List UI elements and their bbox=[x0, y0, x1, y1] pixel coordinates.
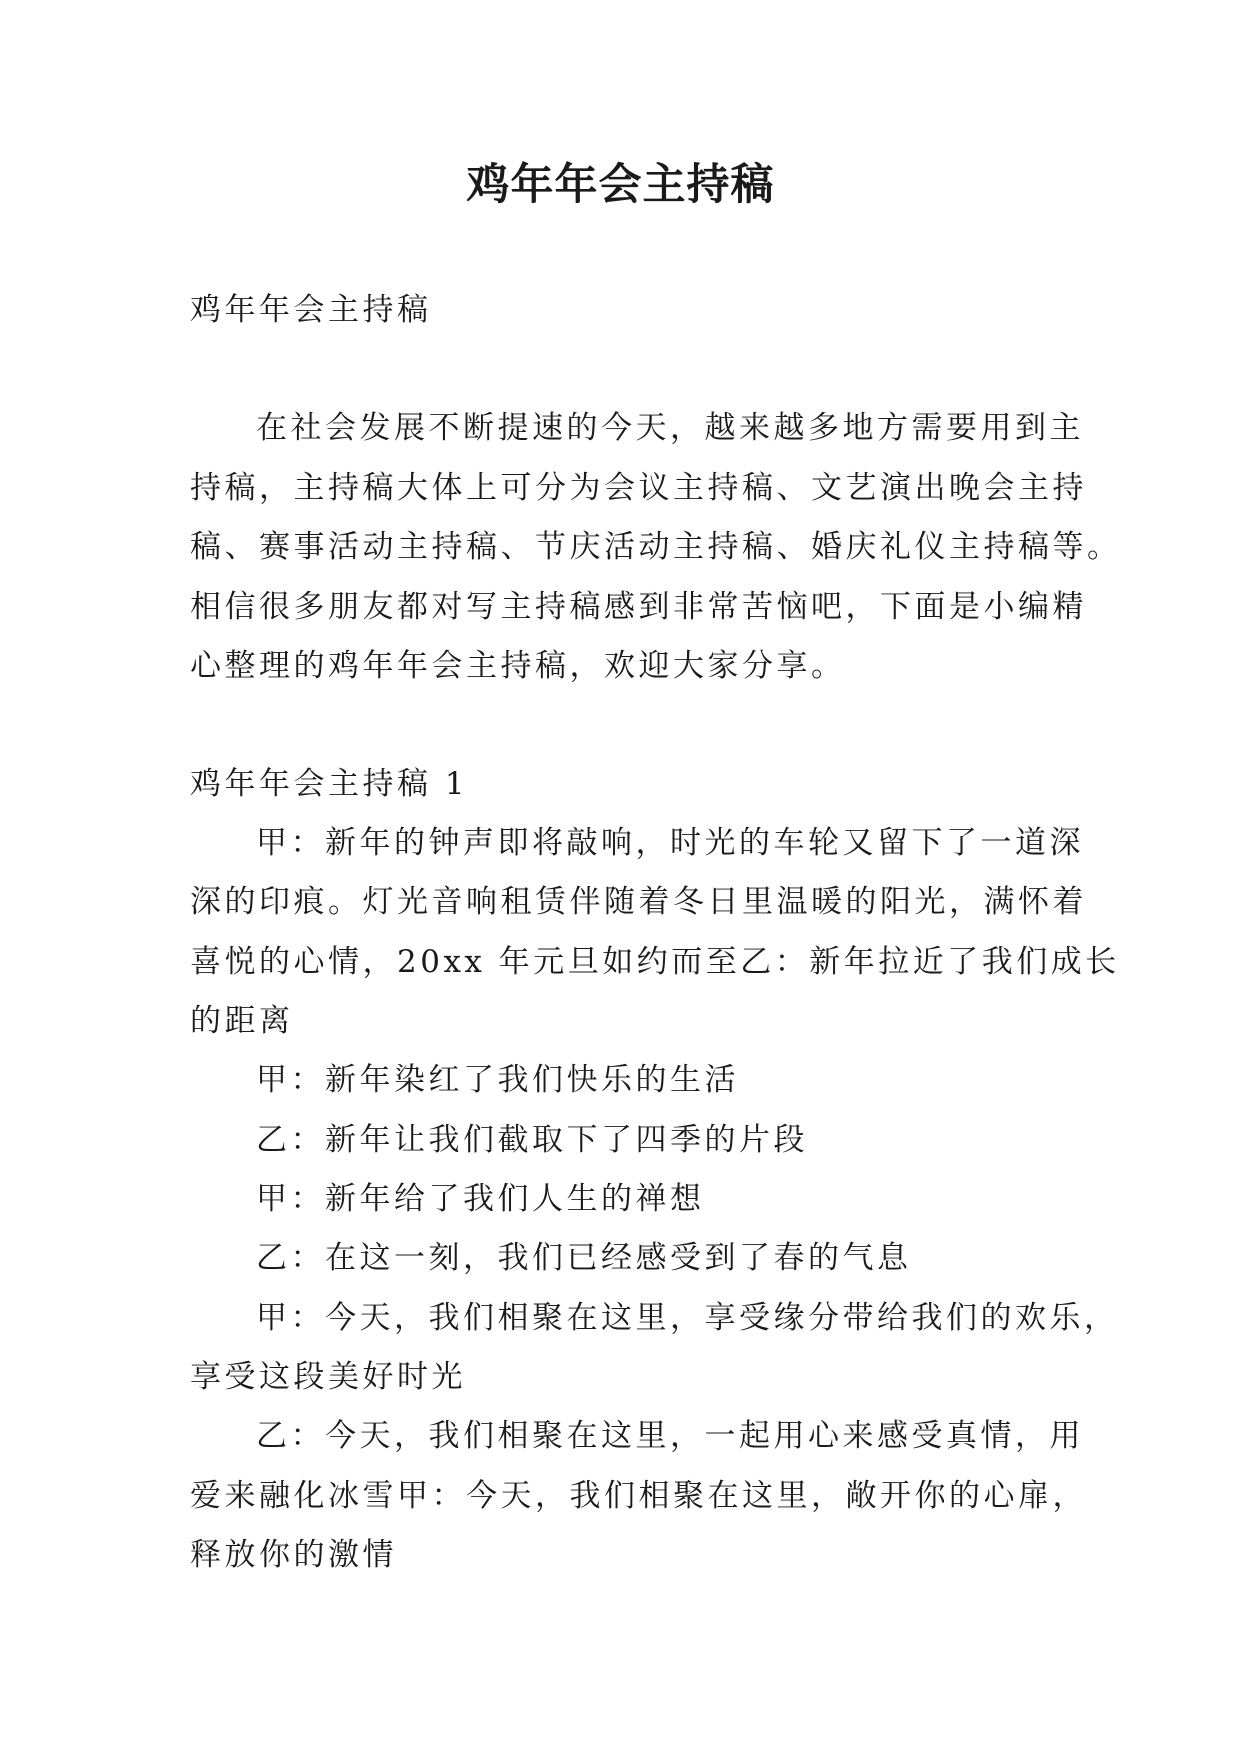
script-line: 释放你的激情 bbox=[190, 1537, 397, 1573]
script-line: 甲：新年给了我们人生的禅想 bbox=[256, 1181, 705, 1217]
section-heading: 鸡年年会主持稿 1 bbox=[190, 766, 469, 802]
script-line: 乙：今天，我们相聚在这里，一起用心来感受真情，用 bbox=[256, 1418, 1084, 1454]
document-subtitle: 鸡年年会主持稿 bbox=[190, 292, 432, 328]
intro-line: 持稿，主持稿大体上可分为会议主持稿、文艺演出晚会主持 bbox=[190, 470, 1087, 506]
intro-line: 心整理的鸡年年会主持稿，欢迎大家分享。 bbox=[190, 648, 846, 684]
script-line: 的距离 bbox=[190, 1003, 294, 1039]
script-line: 乙：新年让我们截取下了四季的片段 bbox=[256, 1122, 808, 1158]
document-title: 鸡年年会主持稿 bbox=[466, 160, 775, 210]
intro-line: 在社会发展不断提速的今天，越来越多地方需要用到主 bbox=[256, 410, 1084, 446]
script-line: 甲：新年染红了我们快乐的生活 bbox=[256, 1062, 739, 1098]
script-line: 甲：今天，我们相聚在这里，享受缘分带给我们的欢乐， bbox=[256, 1300, 1119, 1336]
script-line: 爱来融化冰雪甲：今天，我们相聚在这里，敞开你的心扉， bbox=[190, 1478, 1087, 1514]
intro-line: 稿、赛事活动主持稿、节庆活动主持稿、婚庆礼仪主持稿等。 bbox=[190, 529, 1122, 565]
script-line: 喜悦的心情，20xx 年元旦如约而至乙：新年拉近了我们成长 bbox=[190, 944, 1120, 980]
script-line: 享受这段美好时光 bbox=[190, 1359, 466, 1395]
script-line: 乙：在这一刻，我们已经感受到了春的气息 bbox=[256, 1240, 912, 1276]
script-line: 甲：新年的钟声即将敲响，时光的车轮又留下了一道深 bbox=[256, 825, 1084, 861]
script-line: 深的印痕。灯光音响租赁伴随着冬日里温暖的阳光，满怀着 bbox=[190, 884, 1087, 920]
intro-line: 相信很多朋友都对写主持稿感到非常苦恼吧，下面是小编精 bbox=[190, 589, 1087, 625]
